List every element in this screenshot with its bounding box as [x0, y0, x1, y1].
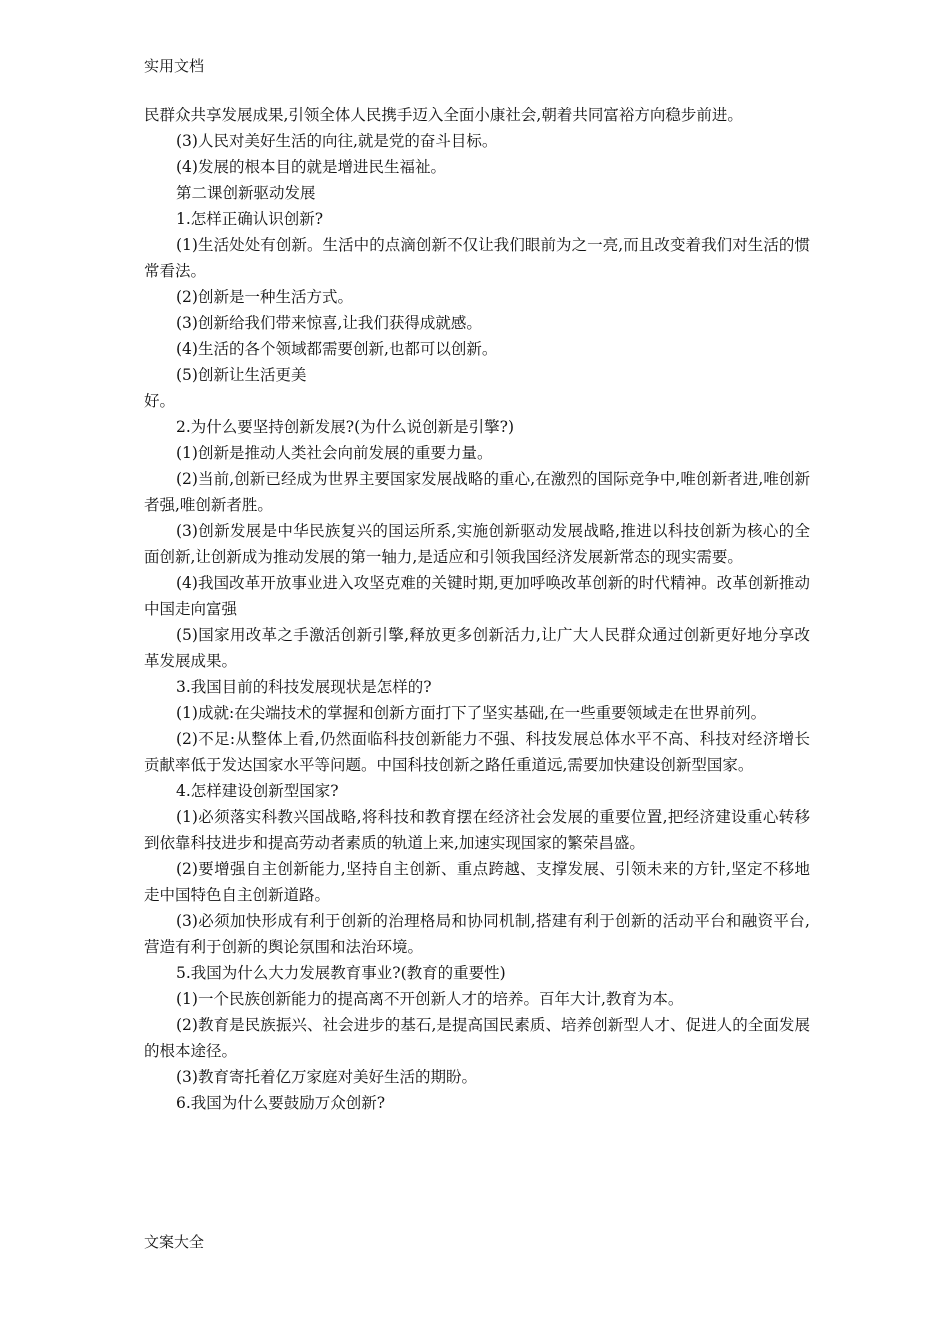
document-body: [144, 102, 810, 1116]
paragraph: (4)生活的各个领域都需要创新,也都可以创新。: [176, 340, 498, 358]
paragraph: (5)创新让生活更美: [176, 366, 307, 384]
paragraph: 6.我国为什么要鼓励万众创新?: [176, 1094, 386, 1112]
paragraph: 5.我国为什么大力发展教育事业?(教育的重要性): [176, 964, 506, 982]
paragraph: 第二课创新驱动发展: [176, 184, 316, 202]
paragraph: (1)一个民族创新能力的提高离不开创新人才的培养。百年大计,教育为本。: [176, 990, 684, 1008]
paragraph: (2)创新是一种生活方式。: [176, 288, 353, 306]
paragraph: (3)人民对美好生活的向往,就是党的奋斗目标。: [176, 132, 498, 150]
paragraph: 4.怎样建设创新型国家?: [176, 782, 339, 800]
paragraph: (3)教育寄托着亿万家庭对美好生活的期盼。: [176, 1068, 477, 1086]
paragraph: (3)创新给我们带来惊喜,让我们获得成就感。: [176, 314, 482, 332]
paragraph: 1.怎样正确认识创新?: [176, 210, 324, 228]
paragraph: (2)当前,创新已经成为世界主要国家发展战略的重心,在激烈的国际竞争中,唯创新者进,唯创新者强,唯创新者胜。: [144, 470, 810, 514]
paragraph: (1)创新是推动人类社会向前发展的重要力量。: [176, 444, 493, 462]
paragraph: (4)发展的根本目的就是增进民生福祉。: [176, 158, 446, 176]
paragraph: (2)教育是民族振兴、社会进步的基石,是提高国民素质、培养创新型人才、促进人的全面发展的根本途径。: [144, 1016, 810, 1060]
paragraph: 2.为什么要坚持创新发展?(为什么说创新是引擎?): [176, 418, 515, 436]
paragraph: (2)要增强自主创新能力,坚持自主创新、重点跨越、支撑发展、引领未来的方针,坚定不移地走中国特色自主创新道路。: [144, 860, 810, 904]
paragraph: (5)国家用改革之手激活创新引擎,释放更多创新活力,让广大人民群众通过创新更好地分享改革发展成果。: [144, 626, 810, 670]
paragraph: (1)成就:在尖端技术的掌握和创新方面打下了坚实基础,在一些重要领域走在世界前列。: [176, 704, 767, 722]
paragraph: (1)必须落实科教兴国战略,将科技和教育摆在经济社会发展的重要位置,把经济建设重心转移到依靠科技进步和提高劳动者素质的轨道上来,加速实现国家的繁荣昌盛。: [144, 808, 810, 852]
paragraph: 民群众共享发展成果,引领全体人民携手迈入全面小康社会,朝着共同富裕方向稳步前进。: [144, 106, 743, 124]
paragraph: 3.我国目前的科技发展现状是怎样的?: [176, 678, 432, 696]
paragraph: (1)生活处处有创新。生活中的点滴创新不仅让我们眼前为之一亮,而且改变着我们对生活的惯常看法。: [144, 236, 810, 280]
page-footer: 文案大全: [144, 1233, 205, 1251]
paragraph: (2)不足:从整体上看,仍然面临科技创新能力不强、科技发展总体水平不高、科技对经济增长贡献率低于发达国家水平等问题。中国科技创新之路任重道远,需要加快建设创新型国家。: [144, 730, 810, 774]
paragraph: (3)必须加快形成有利于创新的治理格局和协同机制,搭建有利于创新的活动平台和融资平台,营造有利于创新的舆论氛围和法治环境。: [144, 912, 810, 956]
paragraph: 好。: [144, 392, 176, 410]
paragraph: (4)我国改革开放事业进入攻坚克难的关键时期,更加呼唤改革创新的时代精神。改革创新推动中国走向富强: [144, 574, 810, 618]
page-header: 实用文档: [144, 57, 205, 75]
paragraph: (3)创新发展是中华民族复兴的国运所系,实施创新驱动发展战略,推进以科技创新为核心的全面创新,让创新成为推动发展的第一轴力,是适应和引领我国经济发展新常态的现实需要。: [144, 522, 810, 566]
